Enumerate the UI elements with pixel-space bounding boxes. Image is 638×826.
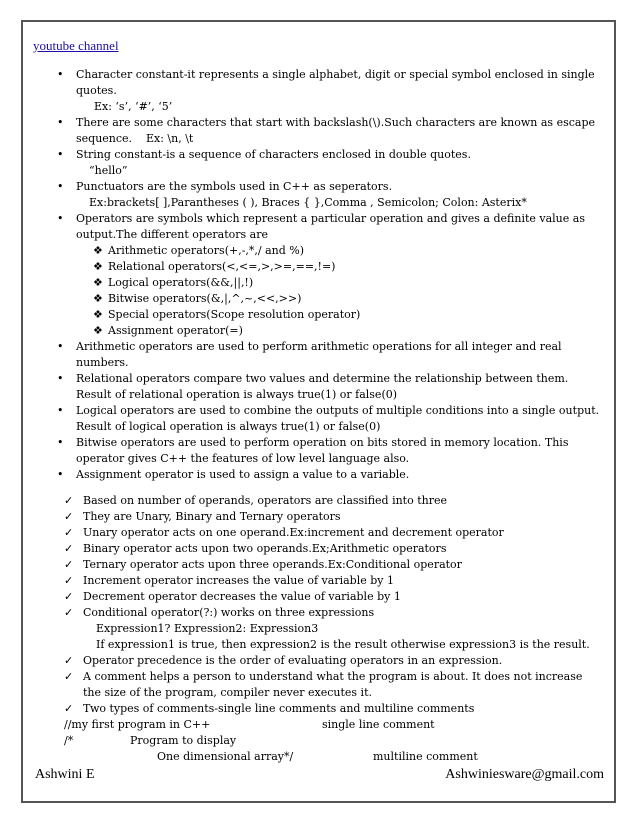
author-name: Ashwini E <box>35 767 95 782</box>
check-item-text: Two types of comments-single line comments and multiline comments <box>83 702 475 715</box>
check-icon: ✓ <box>64 526 74 539</box>
check-item-text: Increment operator increases the value of variable by 1 <box>83 574 394 587</box>
code-line-2 <box>33 733 603 749</box>
check-item-types <box>33 509 603 525</box>
diamond-bullet-icon: ❖ <box>93 276 103 289</box>
check-item-text: Decrement operator decreases the value of variable by 1 <box>83 590 401 603</box>
code-line-3 <box>33 749 603 765</box>
bullet-arithmetic-desc: • Arithmetic operators are used to perform arithmetic operations for all integer and real numbers. <box>33 339 603 371</box>
operator-type-text: Special operators(Scope resolution operator) <box>108 308 361 321</box>
check-item-text: Unary operator acts on one operand.Ex:increment and decrement operator <box>83 526 504 539</box>
code-multi-close: One dimensional array*/ <box>157 750 294 763</box>
check-item-decrement <box>33 589 603 605</box>
check-icon: ✓ <box>64 590 74 603</box>
code-multi-text: Program to display <box>130 734 237 747</box>
page-footer <box>35 767 604 783</box>
diamond-bullet-icon: ❖ <box>93 324 103 337</box>
example-escape-sequence: Ex: \n, \t <box>146 132 194 145</box>
bullet-operators: • Operators are symbols which represent a particular operation and gives a definite value as output.The different operators are <box>33 211 603 243</box>
bullet-logical-desc: • Logical operators are used to combine the outputs of multiple conditions into a single output. Result of logical operation is always true(1) or false(0) <box>33 403 603 435</box>
check-item-ternary <box>33 557 603 573</box>
bullet-relational-desc: • Relational operators compare two values and determine the relationship between them. Result of relational operation is always true(1) or false(0) <box>33 371 603 403</box>
check-item-text: Conditional operator(?:) works on three expressions <box>83 606 375 619</box>
label-multiline-comment: multiline comment <box>373 750 478 763</box>
diamond-bullet-icon: ❖ <box>93 308 103 321</box>
check-icon: ✓ <box>64 670 74 683</box>
bullet-bitwise-desc: • Bitwise operators are used to perform operation on bits stored in memory location. This operator gives C++ the features of low level language also. <box>33 435 603 467</box>
check-icon: ✓ <box>64 574 74 587</box>
operator-type-text: Relational operators(<,<=,>,>=,==,!=) <box>108 260 336 273</box>
bullet-assignment-desc: • Assignment operator is used to assign a value to a variable. <box>33 467 603 483</box>
check-item-text: Ternary operator acts upon three operands.Ex:Conditional operator <box>83 558 462 571</box>
example-punctuators: Ex:brackets[ ],Parantheses ( ), Braces { },Comma , Semicolon; Colon: Asterix* <box>89 196 527 209</box>
check-item-conditional <box>33 605 603 621</box>
operator-type-text: Bitwise operators(&,|,^,~,<<,>>) <box>108 292 302 305</box>
youtube-channel-link[interactable]: youtube channel <box>33 38 119 53</box>
check-icon: ✓ <box>64 494 74 507</box>
page-content <box>33 38 603 765</box>
operator-type-bitwise <box>33 291 603 307</box>
check-icon: ✓ <box>64 654 74 667</box>
check-item-comment-types <box>33 701 603 717</box>
bullet-punctuators: • Punctuators are the symbols used in C++ as seperators. <box>33 179 603 195</box>
check-icon: ✓ <box>64 542 74 555</box>
conditional-syntax: Expression1? Expression2: Expression3 <box>96 622 319 635</box>
check-item-binary <box>33 541 603 557</box>
bullet-string-constant: • String constant-is a sequence of characters enclosed in double quotes. <box>33 147 603 163</box>
check-item-comment <box>33 669 603 701</box>
label-single-line-comment: single line comment <box>322 718 435 731</box>
operator-type-special <box>33 307 603 323</box>
operator-type-text: Logical operators(&&,||,!) <box>108 276 254 289</box>
bullet-character-constant: • Character constant-it represents a single alphabet, digit or special symbol enclosed in single quotes. <box>33 67 603 99</box>
check-item-text: A comment helps a person to understand what the program is about. It does not increase the size of the program, compiler never executes it. <box>83 670 583 699</box>
operator-type-assignment <box>33 323 603 339</box>
code-single-comment: //my first program in C++ <box>64 718 211 731</box>
operator-type-logical <box>33 275 603 291</box>
code-multi-open: /* <box>64 734 74 747</box>
example-character-constant: Ex: ‘s’, ‘#’, ‘5’ <box>94 100 173 113</box>
operator-type-text: Assignment operator(=) <box>108 324 243 337</box>
operator-type-relational <box>33 259 603 275</box>
check-item-text: They are Unary, Binary and Ternary operators <box>83 510 341 523</box>
document-page <box>21 20 616 803</box>
check-icon: ✓ <box>64 510 74 523</box>
check-item-text: Based on number of operands, operators are classified into three <box>83 494 447 507</box>
spacer <box>33 483 603 493</box>
check-item-increment <box>33 573 603 589</box>
diamond-bullet-icon: ❖ <box>93 260 103 273</box>
diamond-bullet-icon: ❖ <box>93 244 103 257</box>
author-email: Ashwiniesware@gmail.com <box>445 767 604 782</box>
youtube-link-row <box>33 38 603 55</box>
check-item-unary <box>33 525 603 541</box>
example-string-constant: “hello” <box>89 164 128 177</box>
check-icon: ✓ <box>64 558 74 571</box>
operator-type-text: Arithmetic operators(+,-,*,/ and %) <box>108 244 305 257</box>
conditional-explanation: If expression1 is true, then expression2 is the result otherwise expression3 is the result. <box>96 638 590 651</box>
check-icon: ✓ <box>64 606 74 619</box>
diamond-bullet-icon: ❖ <box>93 292 103 305</box>
operator-type-arithmetic <box>33 243 603 259</box>
check-item-text: Operator precedence is the order of evaluating operators in an expression. <box>83 654 503 667</box>
check-item-precedence <box>33 653 603 669</box>
check-icon: ✓ <box>64 702 74 715</box>
check-item-classification <box>33 493 603 509</box>
code-line-1 <box>33 717 603 733</box>
check-item-text: Binary operator acts upon two operands.Ex;Arithmetic operators <box>83 542 447 555</box>
bullet-escape-sequence: • There are some characters that start with backslash(\).Such characters are known as escape sequence. <box>33 115 603 147</box>
